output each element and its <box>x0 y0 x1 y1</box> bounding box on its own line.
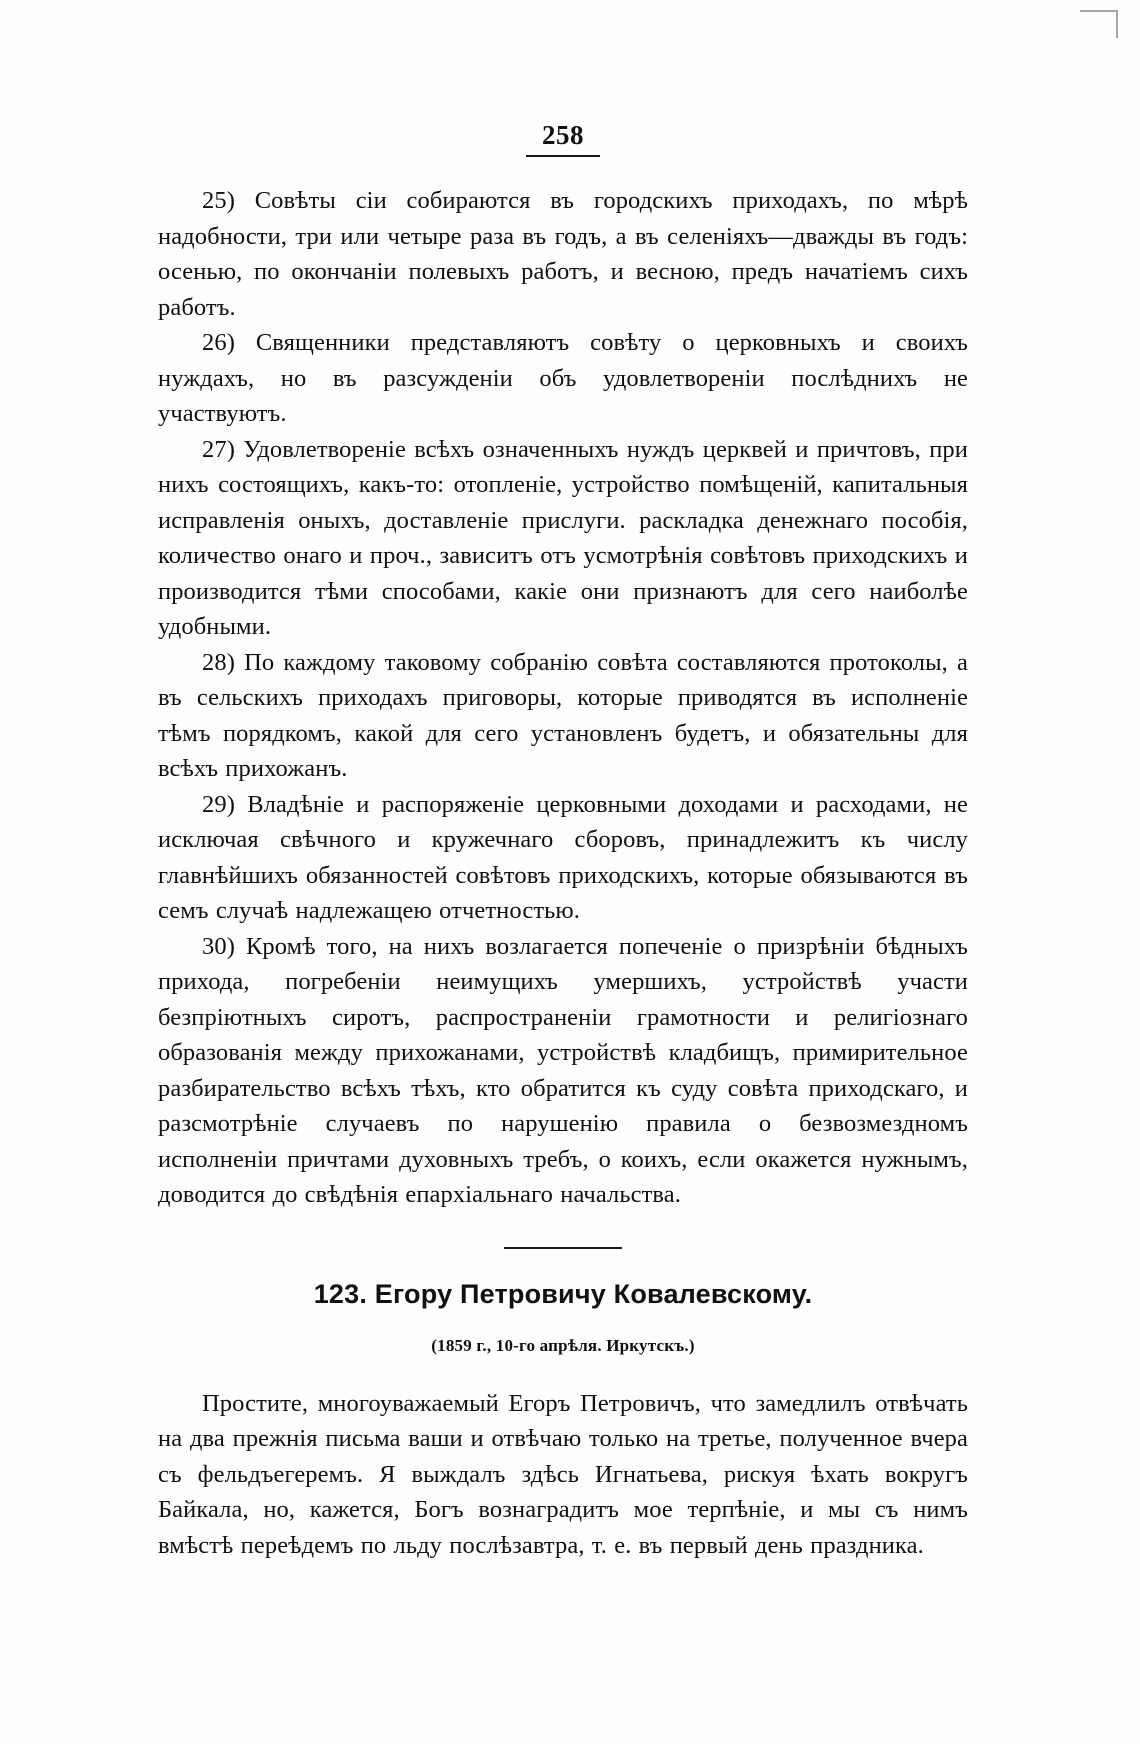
body-paragraph-28: 28) По каждому таковому собранію совѣта составляются протоколы, а въ сельскихъ приходахъ приговоры, которые приводятся въ исполненіе тѣмъ порядкомъ, какой для сего установленъ будетъ, и обязательны для всѣхъ прихожанъ. <box>158 648 968 782</box>
page-content <box>158 120 968 1563</box>
section-divider <box>504 1247 622 1249</box>
body-paragraph-26: 26) Священники представляютъ совѣту о церковныхъ и своихъ нуждахъ, но въ разсужденіи объ удовлетвореніи послѣднихъ не участвуютъ. <box>158 329 968 427</box>
body-paragraph-25: 25) Совѣты сіи собираются въ городскихъ приходахъ, по мѣрѣ надобности, три или четыре раза въ годъ, а въ селеніяхъ—дважды въ годъ: осенью, по окончаніи полевыхъ работъ, и весною, предъ начатіемъ сихъ работъ. <box>158 187 968 321</box>
letter-dateline: (1859 г., 10-го апрѣля. Иркутскъ.) <box>431 1335 695 1355</box>
body-paragraph-29: 29) Владѣніе и распоряженіе церковными доходами и расходами, не исключая свѣчного и кружечнаго сборовъ, принадлежитъ къ числу главнѣйшихъ обязанностей совѣтовъ приходскихъ, которые обязываются въ семъ случаѣ надлежащею отчетностью. <box>158 790 968 924</box>
body-paragraph-27: 27) Удовлетвореніе всѣхъ означенныхъ нуждъ церквей и причтовъ, при нихъ состоящихъ, какъ-то: отопленіе, устройство помѣщеній, капитальныя исправленія оныхъ, доставленіе прислуги. раскладка денежнаго пособія, количество онаго и проч., зависитъ отъ усмотрѣнія совѣтовъ приходскихъ и производится тѣми способами, какіе они признаютъ для сего наиболѣе удобными. <box>158 435 968 640</box>
scan-corner-mark <box>1080 10 1118 38</box>
letter-paragraph-1: Простите, многоуважаемый Егоръ Петровичъ, что замедлилъ отвѣчать на два прежнія письма ваши и отвѣчаю только на третье, полученное вчера съ фельдъегеремъ. Я выждалъ здѣсь Игнатьева, рискуя ѣхать вокругъ Байкала, но, кажется, Богъ вознаградитъ мое терпѣніе, и мы съ нимъ вмѣстѣ переѣдемъ по льду послѣзавтра, т. е. въ первый день праздника. <box>158 1389 968 1559</box>
page-number-rule <box>526 155 600 157</box>
page-number: 258 <box>542 120 584 150</box>
letter-title: 123. Егору Петровичу Ковалевскому. <box>313 1278 813 1309</box>
letter-body <box>158 1386 968 1564</box>
body-paragraph-30: 30) Кромѣ того, на нихъ возлагается попеченіе о призрѣніи бѣдныхъ прихода, погребеніи неимущихъ умершихъ, устройствѣ участи безпріютныхъ сиротъ, распространеніи грамотности и религіознаго образованія между прихожанами, устройствѣ кладбищъ, примирительное разбирательство всѣхъ тѣхъ, кто обратится къ суду совѣта приходскаго, и разсмотрѣніе случаевъ по нарушенію правила о безвозмездномъ исполненіи причтами духовныхъ требъ, о коихъ, если окажется нужнымъ, доводится до свѣдѣнія епархіальнаго начальства. <box>158 932 968 1208</box>
